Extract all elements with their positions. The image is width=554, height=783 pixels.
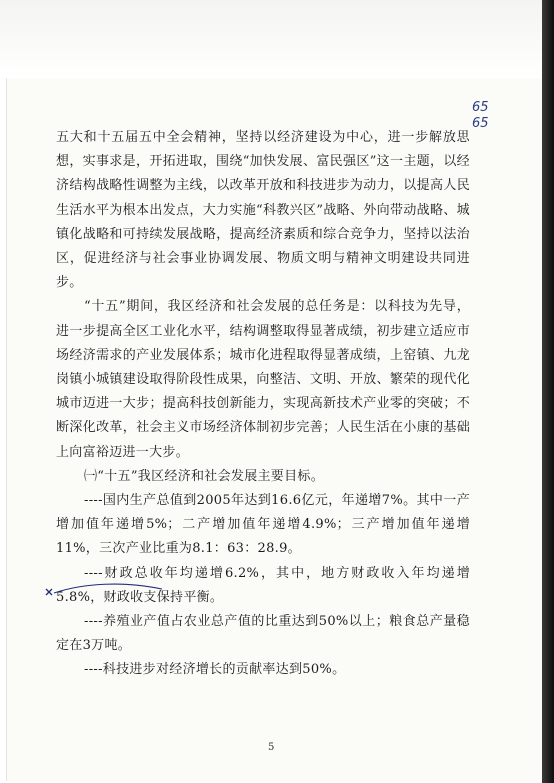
section-heading-main-goals: ㈠“十五”我区经济和社会发展主要目标。: [84, 468, 324, 484]
scanner-edge: [542, 0, 554, 783]
goal-agriculture: ----养殖业产值占农业总产值的比重达到50%以上；粮食总产量稳定在3万吨。: [56, 614, 470, 654]
goal-fiscal-revenue: ----财政总收年均递增6.2%，其中，地方财政收入年均递增5.8%，财政收支保持平衡。: [56, 565, 470, 605]
pen-annotation-mark: [44, 575, 164, 605]
handwritten-page-number: 65: [472, 100, 489, 115]
scan-background: [0, 0, 554, 78]
page-number: 5: [268, 742, 275, 753]
goal-technology: ----科技进步对经济增长的贡献率达到50%。: [84, 662, 346, 678]
handwritten-page-number: 65: [472, 116, 489, 131]
paragraph-overall-task: “十五”期间，我区经济和社会发展的总任务是：以科技为先导，进一步提高全区工业化水平，结构调整取得显著成绩，初步建立适应市场经济需求的产业发展体系；城市化进程取得显著成绩，上窑镇、九龙岗镇小城镇建设取得阶段性成果，向整洁、文明、开放、繁荣的现代化城市迈进一大步；提高科技创新能力，实现高新技术产业零的突破；不断深化改革，社会主义市场经济体制初步完善；人民生活在小康的基础上向富裕迈进一大步。: [56, 299, 470, 460]
paragraph-guiding-principle: 五大和十五届五中全会精神，坚持以经济建设为中心，进一步解放思想，实事求是，开拓进取，围绕“加快发展、富民强区”这一主题，以经济结构战略性调整为主线，以改革开放和科技进步为动力，以提高人民生活水平为根本出发点，大力实施“科教兴区”战略、外向带动战略、城镇化战略和可持续发展战略，提高经济素质和综合竞争力，坚持以法治区，促进经济与社会事业协调发展、物质文明与精神文明建设共同进步。: [56, 130, 470, 291]
goal-gdp: ----国内生产总值到2005年达到16.6亿元，年递增7%。其中一产增加值年递增5%；二产增加值年递增4.9%；三产增加值年递增11%，三次产业比重为8.1：63：28.9。: [56, 493, 470, 557]
